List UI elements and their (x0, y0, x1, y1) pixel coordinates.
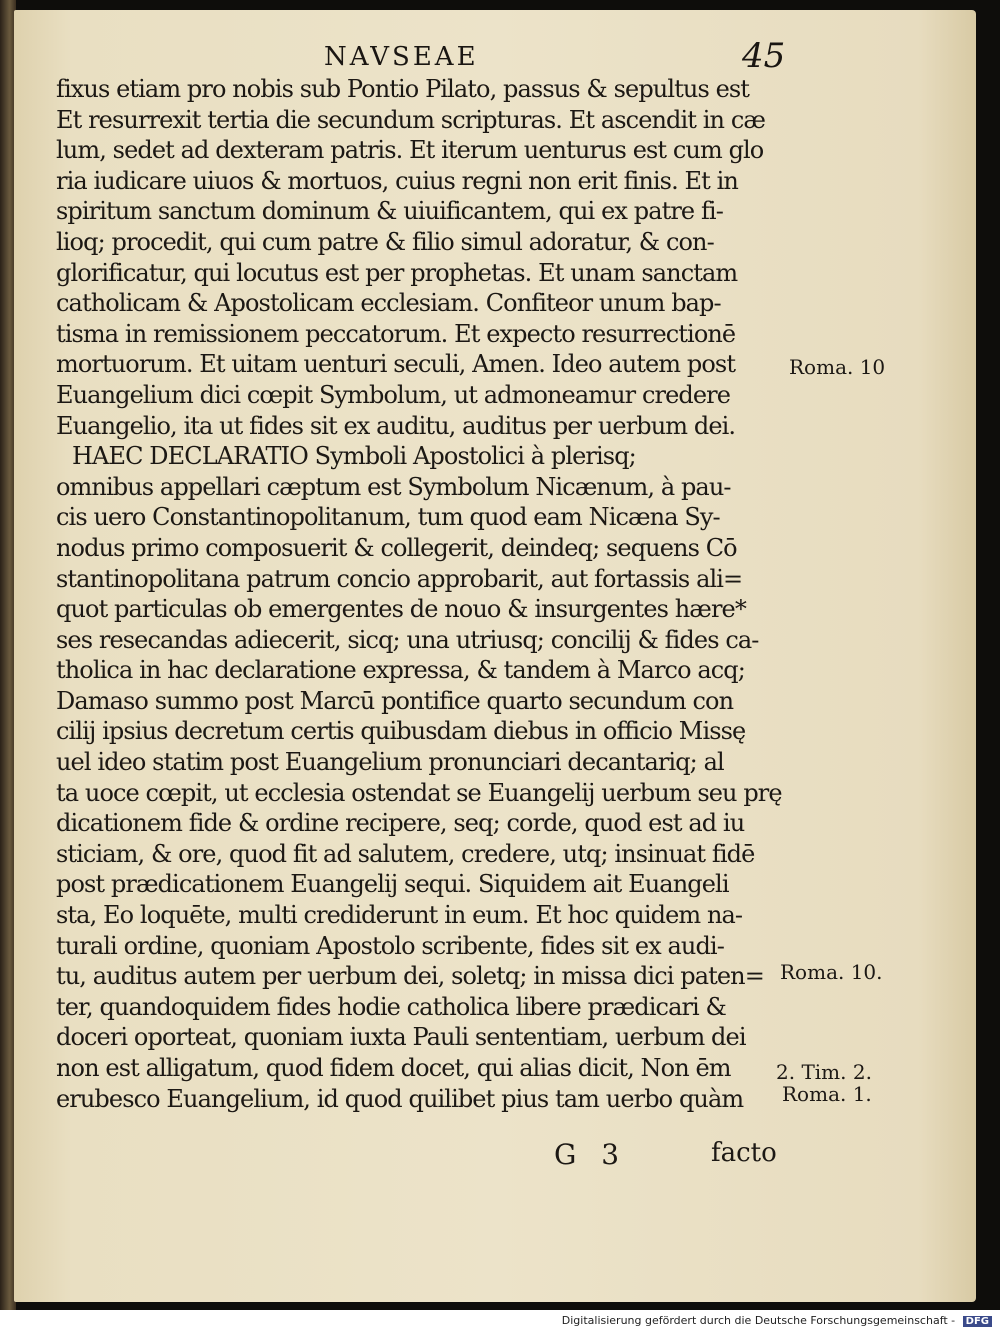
margin-note: Roma. 10 (789, 355, 886, 379)
page-footer (14, 1138, 976, 1178)
text-line: cilij ipsius decretum certis quibusdam diebus in officio Missę (56, 717, 746, 746)
text-line: Euangelio, ita ut fides sit ex auditu, auditus per uerbum dei. (56, 411, 736, 440)
text-line: tisma in remissionem peccatorum. Et expecto resurrectionē (56, 319, 736, 348)
running-head: NAVSEAE (324, 42, 479, 72)
text-line: ta uoce cœpit, ut ecclesia ostendat se Euangelij uerbum seu prę (56, 778, 782, 807)
book-page (14, 10, 976, 1302)
margin-note: Roma. 1. (782, 1082, 872, 1106)
text-line: lum, sedet ad dexteram patris. Et iterum uenturus est cum glo (56, 136, 764, 165)
text-line: HAEC DECLARATIO Symboli Apostolici à plerisq; (72, 442, 636, 471)
text-line: catholicam & Apostolicam ecclesiam. Confiteor unum bap- (56, 289, 721, 318)
text-line: spiritum sanctum dominum & uiuificantem, qui ex patre fi- (56, 197, 723, 226)
text-line: ses resecandas adiecerit, sicq; una utriusq; concilij & fides ca- (56, 625, 759, 654)
main-text (56, 74, 806, 1114)
digitization-credit (562, 1314, 992, 1327)
margin-note: 2. Tim. 2. (776, 1060, 872, 1084)
text-line: dicationem fide & ordine recipere, seq; corde, quod est ad iu (56, 809, 745, 838)
page-number: 45 (742, 36, 786, 76)
text-line: quot particulas ob emergentes de nouo & insurgentes hære* (56, 595, 746, 624)
signature-mark: G 3 (554, 1138, 628, 1171)
margin-note: Roma. 10. (780, 960, 883, 984)
text-line: Damaso summo post Marcū pontifice quarto secundum con (56, 686, 734, 715)
text-line: mortuorum. Et uitam uenturi seculi, Amen. Ideo autem post (56, 350, 736, 379)
text-line: glorificatur, qui locutus est per prophetas. Et unam sanctam (56, 258, 738, 287)
text-line: stantinopolitana patrum concio approbarit, aut fortassis ali= (56, 564, 743, 593)
text-line: Et resurrexit tertia die secundum scripturas. Et ascendit in cæ (56, 105, 766, 134)
text-line: post prædicationem Euangelij sequi. Siquidem ait Euangeli (56, 870, 729, 899)
text-line: non est alligatum, quod fidem docet, qui alias dicit, Non ēm (56, 1054, 731, 1082)
text-line: turali ordine, quoniam Apostolo scribente, fides sit ex audi- (56, 931, 724, 960)
text-line: ter, quandoquidem fides hodie catholica libere prædicari & (56, 992, 727, 1021)
text-line: lioq; procedit, qui cum patre & filio simul adoratur, & con- (56, 227, 714, 256)
text-line: tu, auditus autem per uerbum dei, soletq; in missa dici paten= (56, 962, 764, 991)
text-line: sticiam, & ore, quod fit ad salutem, credere, utq; insinuat fidē (56, 839, 755, 868)
text-line: sta, Eo loquēte, multi crediderunt in eum. Et hoc quidem na- (56, 901, 743, 930)
text-line: ria iudicare uiuos & mortuos, cuius regni non erit finis. Et in (56, 166, 738, 195)
text-line: doceri oporteat, quoniam iuxta Pauli sententiam, uerbum dei (56, 1023, 746, 1052)
text-line: nodus primo composuerit & collegerit, deindeq; sequens Cō (56, 533, 737, 562)
text-line: fixus etiam pro nobis sub Pontio Pilato, passus & sepultus est (56, 75, 750, 103)
text-line: omnibus appellari cæptum est Symbolum Nicænum, à pau- (56, 472, 731, 501)
text-line: Euangelium dici cœpit Symbolum, ut admoneamur credere (56, 380, 731, 409)
text-line: cis uero Constantinopolitanum, tum quod eam Nicæna Sy- (56, 503, 720, 532)
text-line: tholica in hac declaratione expressa, & tandem à Marco acq; (56, 656, 745, 685)
credit-text: Digitalisierung gefördert durch die Deutsche Forschungsgemeinschaft - (561, 1314, 956, 1327)
text-line: uel ideo statim post Euangelium pronunciari decantariq; al (56, 748, 724, 777)
catchword: facto (711, 1138, 777, 1168)
text-line: erubesco Euangelium, id quod quilibet pius tam uerbo quàm (56, 1084, 744, 1113)
dfg-logo: DFG (963, 1316, 992, 1327)
